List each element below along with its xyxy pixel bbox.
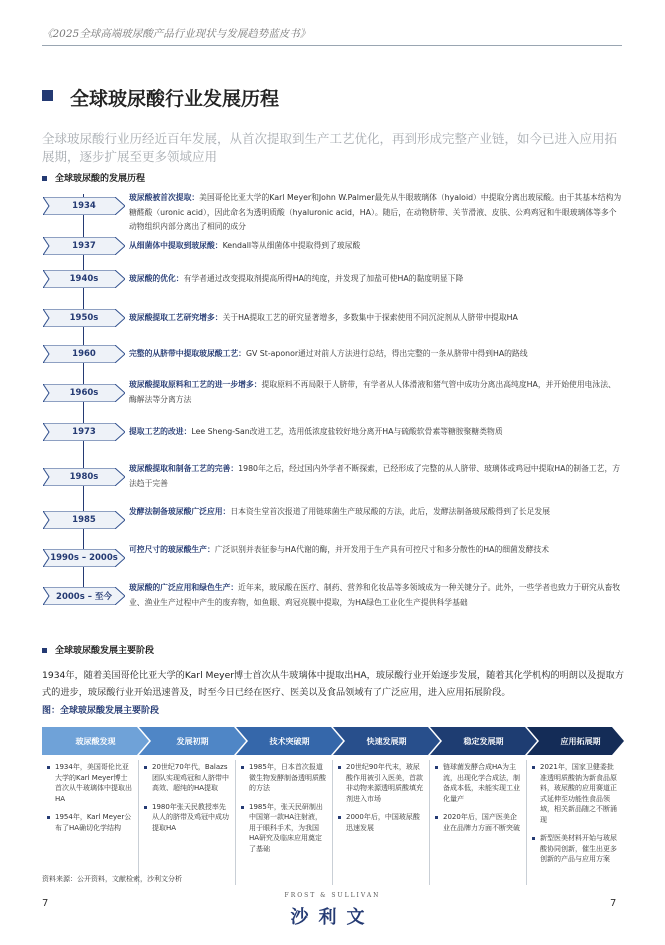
- stage-point: 1980年张天民教授率先从人的脐带及鸡冠中成功提取HA: [143, 802, 230, 834]
- event-title: 玻尿酸的广泛应用和绿色生产：: [129, 583, 239, 592]
- stage-arrows: [42, 727, 624, 755]
- page-number-left: 7: [42, 898, 49, 909]
- timeline-event: [129, 543, 622, 558]
- event-title: 玻尿酸提取原料和工艺的进一步增多：: [129, 380, 262, 389]
- stages-heading-text: 全球玻尿酸发展主要阶段: [55, 646, 155, 656]
- event-title: 完整的从脐带中提取玻尿酸工艺：: [129, 349, 246, 358]
- stage-point: 20世纪90年代末，玻尿酸作用被引入医美，首款非动物来源透明质酸填充剂进入市场: [337, 762, 424, 804]
- column-divider: [235, 760, 236, 885]
- event-title: 从细菌体中提取到玻尿酸：: [129, 241, 223, 250]
- bullet-square-icon: [42, 648, 47, 653]
- year-label: 1937: [72, 241, 96, 251]
- event-text: 关于HA提取工艺的研究显著增多，多数集中于探索使用不同沉淀剂从人脐带中提取HA: [222, 313, 518, 322]
- event-text: 提取原料不再局限于人脐带，有学者从人体滑液和猪气管中成功分离出高纯度HA，并开始使用电泳法、酶解法等分离方法: [129, 380, 616, 404]
- figure-caption: 图：全球玻尿酸发展主要阶段: [42, 706, 160, 716]
- timeline-event: [129, 505, 622, 520]
- column-divider: [429, 760, 430, 885]
- year-label: 2000s – 至今: [56, 592, 112, 602]
- event-title: 玻尿酸的优化：: [129, 274, 184, 283]
- event-title: 发酵法制备玻尿酸广泛应用：: [129, 507, 231, 516]
- stage-column: [531, 762, 618, 873]
- event-text: 近年来，玻尿酸在医疗、制药、营养和化妆品等多领域成为一种关键分子。此外，一些学者也致力于研究从畜牧业、渔业生产过程中产生的废弃物，如鱼眼、鸡冠亮膜中提取，为HA绿色工业化生产提供科学基础: [129, 583, 621, 607]
- year-chevron: [43, 468, 125, 486]
- stage-label: 应用拓展期: [560, 737, 601, 746]
- timeline-event: [129, 425, 622, 440]
- year-label: 1950s: [69, 313, 99, 323]
- stage-column: [337, 762, 424, 841]
- year-chevron: [43, 549, 125, 567]
- timeline-event: [129, 239, 622, 254]
- year-chevron: [43, 384, 125, 402]
- column-divider: [526, 760, 527, 885]
- year-label: 1985: [72, 515, 96, 525]
- year-label: 1960s: [69, 388, 99, 398]
- event-text: 有学者通过改变提取剂提高所得HA的纯度，并发现了加盐可使HA的黏度明显下降: [183, 274, 464, 283]
- stage-column: [46, 762, 133, 841]
- year-label: 1990s – 2000s: [50, 553, 118, 563]
- page-number-right: 7: [610, 898, 617, 909]
- stage-column: [240, 762, 327, 862]
- stage-label: 发展初期: [176, 737, 209, 746]
- year-label: 1973: [72, 427, 96, 437]
- stage-point: 1985年，日本首次报道微生物发酵制备透明质酸的方法: [240, 762, 327, 794]
- year-label: 1940s: [69, 274, 99, 284]
- timeline-event: [129, 311, 622, 326]
- column-divider: [138, 760, 139, 885]
- year-chevron: [43, 270, 125, 288]
- stage-point: 2020年后，国产医美企业在品牌力方面不断突破: [434, 812, 521, 833]
- year-chevron: [43, 423, 125, 441]
- stage-column: [143, 762, 230, 841]
- event-text: 日本资生堂首次报道了用链球菌生产玻尿酸的方法，此后，发酵法制备玻尿酸得到了长足发展: [230, 507, 551, 516]
- timeline-event: [129, 272, 622, 287]
- stage-point: 1954年，Karl Meyer公布了HA确切化学结构: [46, 812, 133, 833]
- event-text: Lee Sheng-San改进工艺，选用低浓度盐较好地分离开HA与硫酸软骨素等糖胺聚糖类物质: [191, 427, 503, 436]
- event-title: 玻尿酸提取和制备工艺的完善：: [129, 464, 239, 473]
- event-title: 玻尿酸被首次提取：: [129, 193, 200, 202]
- year-chevron: [43, 511, 125, 529]
- year-label: 1934: [72, 201, 96, 211]
- stage-point: 链球菌发酵合成HA为主流，出现化学合成法，制备成本低，未能实现工业化量产: [434, 762, 521, 804]
- event-text: Kendall等从细菌体中提取得到了玻尿酸: [222, 241, 361, 250]
- title-square-icon: [42, 90, 53, 101]
- year-chevron: [43, 345, 125, 363]
- stage-column: [434, 762, 521, 841]
- year-chevron: [43, 237, 125, 255]
- year-label: 1980s: [69, 472, 99, 482]
- stage-label: 稳定发展期: [463, 737, 504, 746]
- stages-heading: [42, 643, 154, 656]
- history-heading-text: 全球玻尿酸的发展历程: [55, 174, 146, 184]
- year-chevron: [43, 309, 125, 327]
- section-title: 全球玻尿酸行业发展历程: [70, 88, 280, 110]
- bullet-square-icon: [42, 176, 47, 181]
- stage-label: 快速发展期: [366, 737, 407, 746]
- stage-point: 1934年，美国哥伦比亚大学的Karl Meyer博士首次从牛玻璃体中提取出HA: [46, 762, 133, 804]
- history-heading: [42, 171, 145, 184]
- stage-arrow-svg: [42, 727, 624, 755]
- timeline-event: [129, 462, 622, 491]
- stage-point: 1985年，张天民研制出中国第一款HA注射液，用于眼科手术，为我国HA研究及临床应用奠定了基础: [240, 802, 327, 855]
- year-chevron: [43, 197, 125, 215]
- event-text: 1980年之后，经过国内外学者不断探索，已经形成了完整的从人脐带、玻璃体或鸡冠中提取HA的制备工艺，方法趋于完善: [129, 464, 621, 488]
- column-divider: [332, 760, 333, 885]
- year-label: 1960: [72, 349, 96, 359]
- timeline-event: [129, 191, 622, 235]
- brand-english: FROST & SULLIVAN: [284, 892, 381, 899]
- event-title: 玻尿酸提取工艺研究增多：: [129, 313, 223, 322]
- event-title: 可控尺寸的玻尿酸生产：: [129, 545, 215, 554]
- stage-label: 玻尿酸发现: [75, 737, 116, 746]
- stage-label: 技术突破期: [269, 737, 310, 746]
- year-chevron: [43, 587, 125, 605]
- timeline-event: [129, 347, 622, 362]
- event-title: 提取工艺的改进：: [129, 427, 192, 436]
- stage-point: 2021年，国家卫健委批准透明质酸钠为新食品原料，玻尿酸的应用赛道正式延伸至功能性食品领域，相关新品随之不断涌现: [531, 762, 618, 825]
- source-note: 资料来源：公开资料，文献检索，沙利文分析: [42, 875, 182, 883]
- section-intro: 全球玻尿酸行业历经近百年发展，从首次提取到生产工艺优化，再到形成完整产业链，如今已进入应用拓展期，逐步扩展至更多领域应用: [42, 131, 618, 164]
- event-text: GV St-aponor通过对前人方法进行总结，得出完整的一条从脐带中得到HA的路线: [245, 349, 528, 358]
- event-text: 广泛识别并表征参与HA代谢的酶，并开发用于生产具有可控尺寸和多分散性的HA的细菌发酵技术: [214, 545, 550, 554]
- event-text: 美国哥伦比亚大学的Karl Meyer和John W.Palmer最先从牛眼玻璃体（hyaloid）中提取分离出玻尿酸。由于其基本结构为糖醛酸（uronic acid），因此命名为透明质酸（hyaluronic acid，HA）。随后，在动物脐带、关节滑液、皮肤、公鸡鸡冠和牛眼玻璃体等多个动物组织内部分离出了相同的成分: [129, 193, 622, 231]
- brand-logo: 沙利文: [290, 907, 375, 928]
- timeline-event: [129, 581, 622, 610]
- stages-paragraph: 1934年，随着美国哥伦比亚大学的Karl Meyer博士首次从牛玻璃体中提取出HA，玻尿酸行业开始逐步发展，随着其化学机构的明朗以及提取方式的进步，玻尿酸行业开始迅速普及，时至今日已经在医疗、医美以及食品领域有了广泛应用，进入应用拓展阶段。: [42, 670, 624, 698]
- document-header: 《2025全球高端玻尿酸产品行业现状与发展趋势蓝皮书》: [42, 28, 311, 40]
- stage-point: 20世纪70年代，Balazs团队实现鸡冠和人脐带中高效、超纯的HA提取: [143, 762, 230, 794]
- header-divider: [42, 45, 622, 46]
- stage-point: 新型医美材料开始与玻尿酸协同创新，催生出更多创新的产品与应用方案: [531, 833, 618, 865]
- stage-point: 2000年后，中国玻尿酸迅速发展: [337, 812, 424, 833]
- timeline-event: [129, 378, 622, 407]
